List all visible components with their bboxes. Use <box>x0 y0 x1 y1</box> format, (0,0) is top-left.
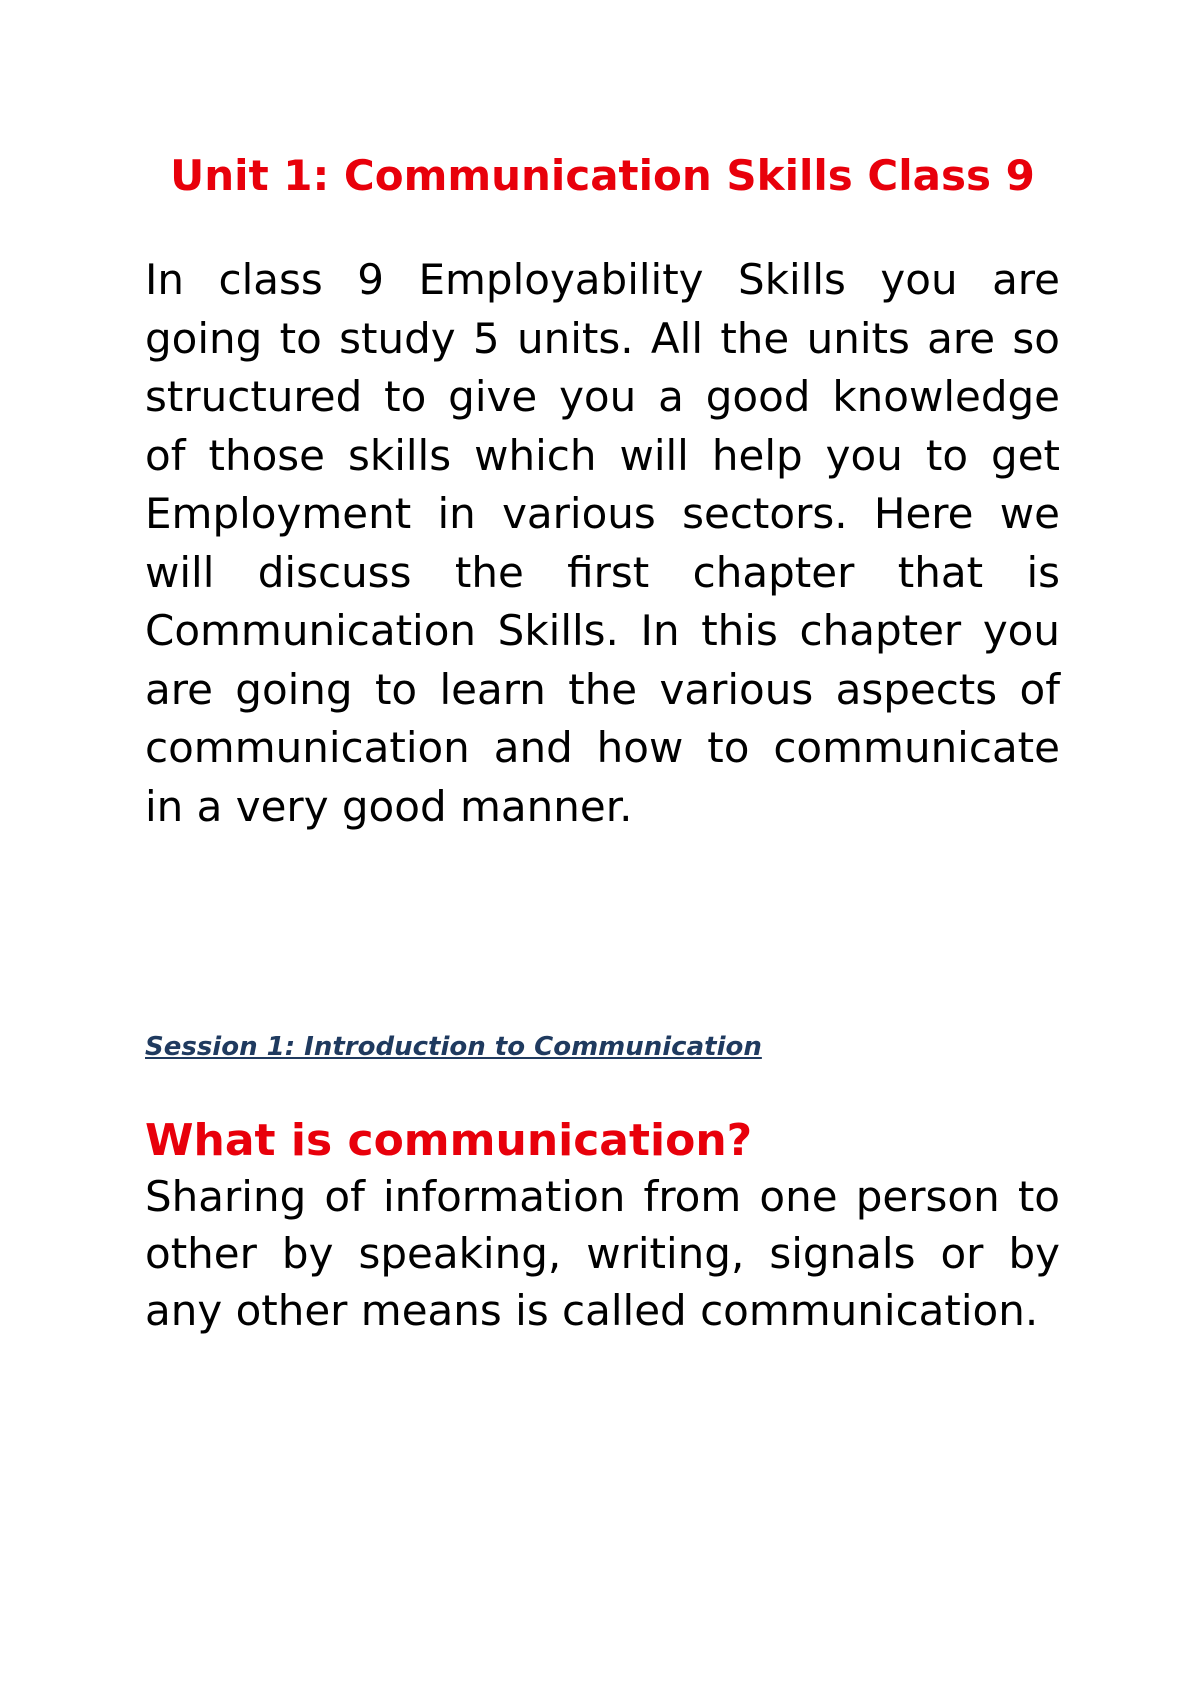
page-title: Unit 1: Communication Skills Class 9 <box>170 151 1035 200</box>
intro-paragraph: In class 9 Employability Skills you are going to study 5 units. All the units are so structured to give you a good knowledge of those skills which will help you to get Employment in various sectors. Here we will discuss the first chapter that is Communication Skills. In this chapter you are going to learn the various aspects of communication and how to communicate in a very good manner. <box>145 255 1060 831</box>
question-heading: What is communication? <box>145 1115 753 1166</box>
session-heading: Session 1: Introduction to Communication <box>145 1032 762 1062</box>
definition-paragraph: Sharing of information from one person to other by speaking, writing, signals or by any other means is called communication. <box>145 1172 1060 1335</box>
